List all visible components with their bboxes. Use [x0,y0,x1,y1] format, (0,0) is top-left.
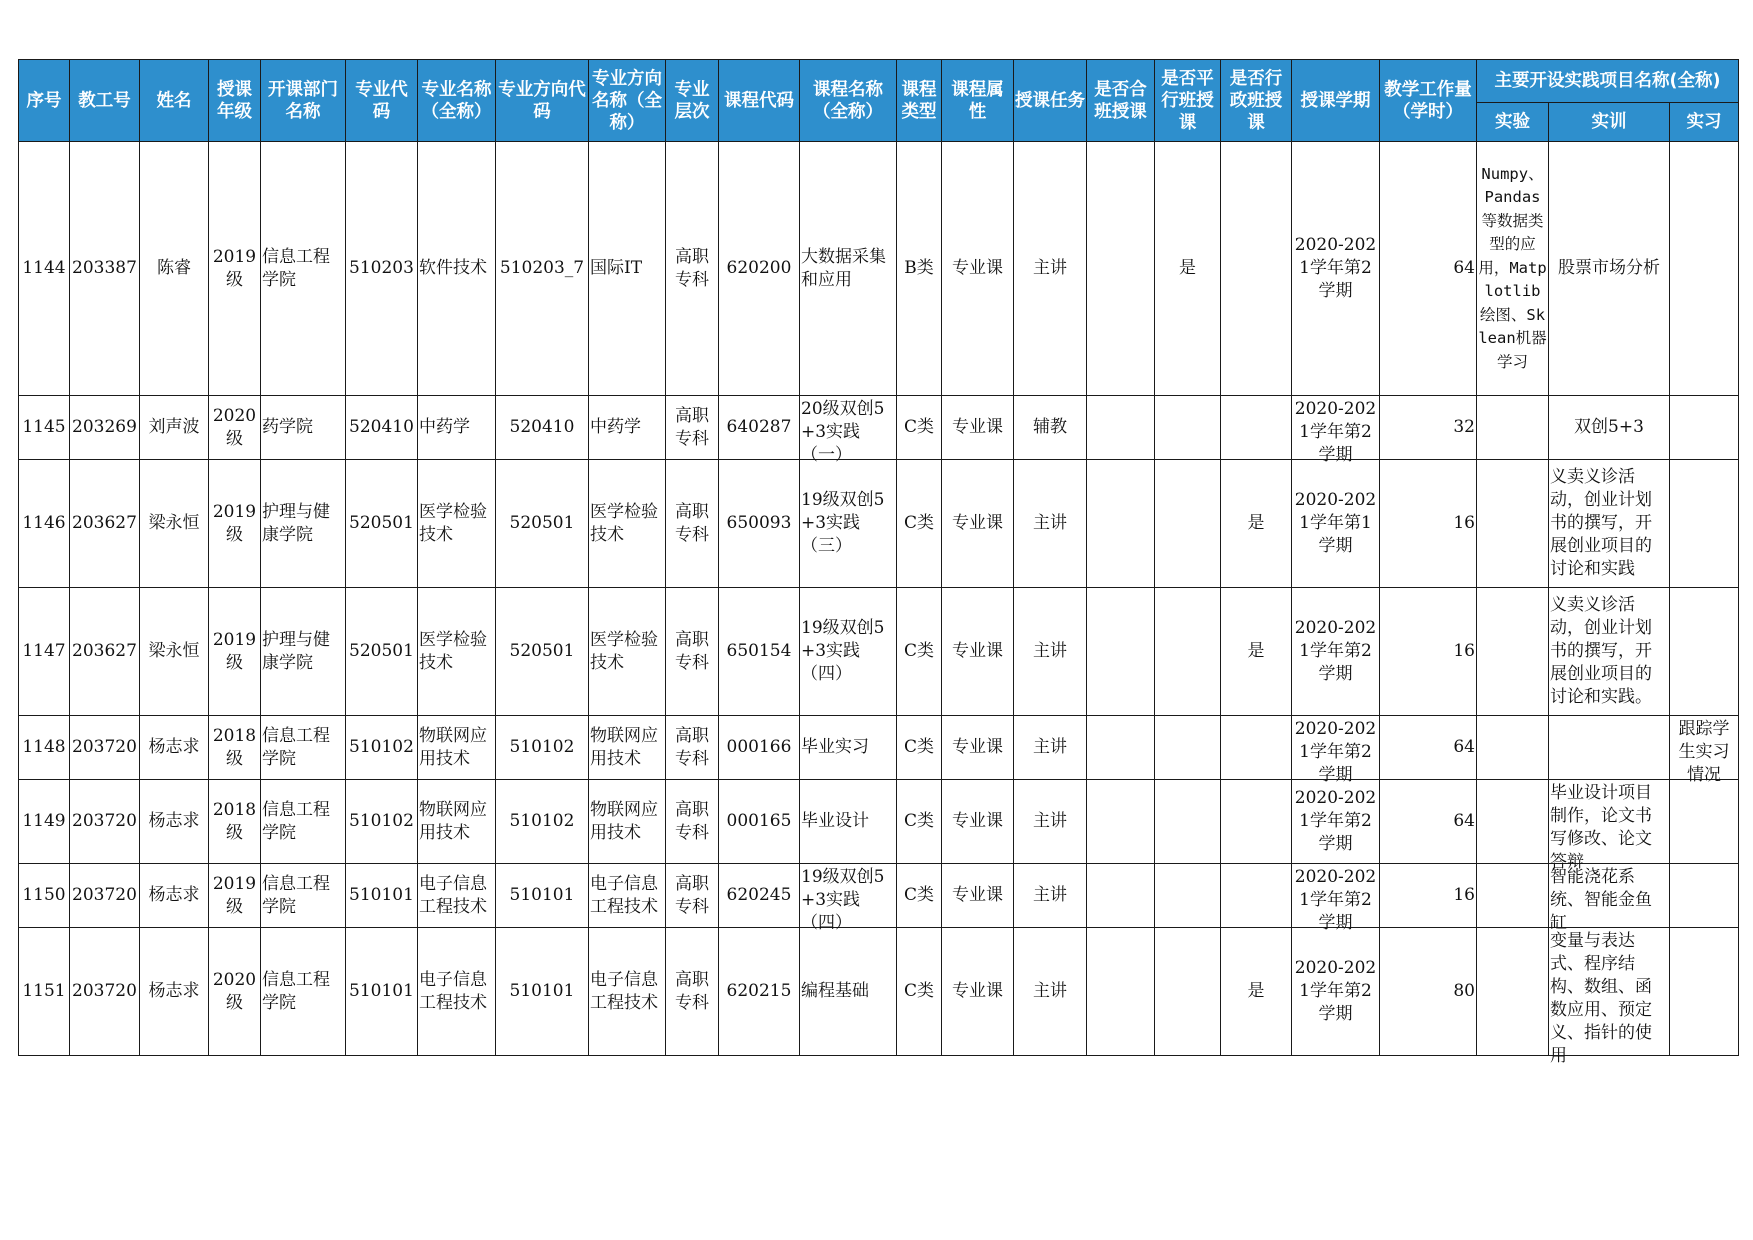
cell-task: 主讲 [1014,142,1087,396]
cell-direction-name: 物联网应用技术 [589,780,666,864]
cell-teacher-id: 203720 [70,864,140,928]
table-row [19,864,1739,928]
cell-seq: 1150 [19,864,70,928]
cell-major-name: 电子信息工程技术 [418,864,496,928]
cell-direction-name: 电子信息工程技术 [589,864,666,928]
cell-term: 2020-2021学年第2学期 [1292,864,1380,928]
cell-task: 主讲 [1014,864,1087,928]
cell-level: 高职专科 [666,928,719,1056]
cell-teacher-name: 梁永恒 [140,460,209,588]
header-task: 授课任务 [1014,60,1087,142]
cell-workload: 64 [1380,142,1477,396]
course-table [18,59,1739,1066]
table-row [19,460,1739,588]
cell-course-attr: 专业课 [942,142,1014,396]
header-training: 实训 [1549,103,1670,142]
header-direction-code: 专业方向代码 [496,60,589,142]
cell-course-type: C类 [897,396,942,460]
cell-parallel-class [1155,780,1221,864]
cell-course-name: 19级双创5+3实践（四） [800,864,897,928]
cell-term: 2020-2021学年第2学期 [1292,780,1380,864]
header-grade: 授课年级 [209,60,261,142]
cell-experiment [1477,460,1549,588]
header-course-type: 课程类型 [897,60,942,142]
cell-term: 2020-2021学年第2学期 [1292,928,1380,1056]
cell-seq: 1147 [19,588,70,716]
header-course-attr: 课程属性 [942,60,1014,142]
cell-workload: 64 [1380,780,1477,864]
cell-course-name: 大数据采集和应用 [800,142,897,396]
cell-major-code: 520410 [346,396,418,460]
cell-experiment [1477,864,1549,928]
cell-term: 2020-2021学年第2学期 [1292,142,1380,396]
cell-term: 2020-2021学年第1学期 [1292,460,1380,588]
cell-course-code: 640287 [719,396,800,460]
cell-parallel-class [1155,396,1221,460]
table-row [19,780,1739,864]
cell-experiment: Numpy、Pandas等数据类型的应用，Matplotlib绘图、Sklean机器学习 [1477,142,1549,396]
cell-level: 高职专科 [666,460,719,588]
cell-teacher-id: 203720 [70,928,140,1056]
cell-dept: 信息工程学院 [261,864,346,928]
cell-course-attr: 专业课 [942,588,1014,716]
cell-major-code: 520501 [346,460,418,588]
header-term: 授课学期 [1292,60,1380,142]
cell-major-name: 软件技术 [418,142,496,396]
cell-workload: 64 [1380,716,1477,780]
cell-direction-name: 医学检验技术 [589,588,666,716]
cell-training: 变量与表达式、程序结构、数组、函数应用、预定义、指针的使用 [1549,928,1670,1056]
cell-internship [1670,780,1739,864]
cell-grade: 2018级 [209,780,261,864]
cell-seq: 1151 [19,928,70,1056]
cell-course-name: 19级双创5+3实践（四） [800,588,897,716]
cell-major-name: 物联网应用技术 [418,780,496,864]
cell-course-type: C类 [897,588,942,716]
cell-combined-class [1087,716,1155,780]
cell-workload: 80 [1380,928,1477,1056]
cell-course-type: C类 [897,864,942,928]
cell-course-type: C类 [897,460,942,588]
cell-direction-code: 520410 [496,396,589,460]
cell-level: 高职专科 [666,588,719,716]
cell-internship [1670,460,1739,588]
cell-course-type: C类 [897,928,942,1056]
header-internship: 实习 [1670,103,1739,142]
cell-course-code: 650154 [719,588,800,716]
cell-dept: 药学院 [261,396,346,460]
cell-major-code: 510203 [346,142,418,396]
cell-internship [1670,142,1739,396]
cell-parallel-class [1155,928,1221,1056]
cell-course-code: 620200 [719,142,800,396]
cell-teacher-id: 203269 [70,396,140,460]
cell-course-name: 毕业设计 [800,780,897,864]
header-course-name: 课程名称（全称） [800,60,897,142]
cell-admin-class: 是 [1221,928,1292,1056]
table-row [19,588,1739,716]
cell-teacher-name: 梁永恒 [140,588,209,716]
header-workload: 教学工作量（学时） [1380,60,1477,142]
cell-direction-code: 510102 [496,716,589,780]
cell-workload: 32 [1380,396,1477,460]
cell-major-code: 510102 [346,780,418,864]
cell-training [1549,716,1670,780]
cell-direction-code: 510203_7 [496,142,589,396]
cell-course-attr: 专业课 [942,864,1014,928]
header-admin-class: 是否行政班授课 [1221,60,1292,142]
cell-course-attr: 专业课 [942,928,1014,1056]
cell-task: 主讲 [1014,460,1087,588]
cell-course-name: 19级双创5+3实践（三） [800,460,897,588]
cell-dept: 信息工程学院 [261,716,346,780]
cell-admin-class [1221,716,1292,780]
cell-dept: 信息工程学院 [261,928,346,1056]
cell-course-code: 620215 [719,928,800,1056]
cell-parallel-class: 是 [1155,142,1221,396]
cell-major-code: 510102 [346,716,418,780]
cell-course-code: 650093 [719,460,800,588]
cell-course-code: 620245 [719,864,800,928]
header-combined-class: 是否合班授课 [1087,60,1155,142]
cell-direction-name: 医学检验技术 [589,460,666,588]
cell-task: 主讲 [1014,928,1087,1056]
cell-grade: 2019级 [209,864,261,928]
cell-direction-code: 510101 [496,928,589,1056]
header-major-name: 专业名称（全称） [418,60,496,142]
table-row [19,396,1739,460]
cell-teacher-id: 203387 [70,142,140,396]
cell-internship [1670,864,1739,928]
cell-internship: 跟踪学生实习情况 [1670,716,1739,780]
cell-dept: 护理与健康学院 [261,588,346,716]
header-teacher-id: 教工号 [70,60,140,142]
cell-admin-class [1221,864,1292,928]
cell-training: 股票市场分析 [1549,142,1670,396]
cell-direction-name: 中药学 [589,396,666,460]
cell-training: 义卖义诊活动，创业计划书的撰写，开展创业项目的讨论和实践。 [1549,588,1670,716]
cell-direction-name: 电子信息工程技术 [589,928,666,1056]
cell-grade: 2018级 [209,716,261,780]
cell-grade: 2020级 [209,396,261,460]
cell-term: 2020-2021学年第2学期 [1292,716,1380,780]
cell-combined-class [1087,588,1155,716]
header-direction-name: 专业方向名称（全称） [589,60,666,142]
header-practice-group: 主要开设实践项目名称(全称) [1477,60,1739,103]
table-row [19,928,1739,1056]
cell-seq: 1149 [19,780,70,864]
cell-level: 高职专科 [666,780,719,864]
cell-major-name: 物联网应用技术 [418,716,496,780]
cell-term: 2020-2021学年第2学期 [1292,588,1380,716]
cell-internship [1670,928,1739,1056]
cell-grade: 2019级 [209,588,261,716]
cell-direction-name: 国际IT [589,142,666,396]
cell-major-name: 中药学 [418,396,496,460]
cell-training: 智能浇花系统、智能金鱼缸 [1549,864,1670,928]
cell-grade: 2019级 [209,142,261,396]
cell-dept: 信息工程学院 [261,142,346,396]
cell-experiment [1477,588,1549,716]
header-course-code: 课程代码 [719,60,800,142]
cell-teacher-name: 杨志求 [140,716,209,780]
cell-course-code: 000165 [719,780,800,864]
cell-course-attr: 专业课 [942,460,1014,588]
cell-combined-class [1087,460,1155,588]
cell-workload: 16 [1380,588,1477,716]
header-experiment: 实验 [1477,103,1549,142]
cell-combined-class [1087,928,1155,1056]
cell-level: 高职专科 [666,716,719,780]
cell-training: 义卖义诊活动，创业计划书的撰写，开展创业项目的讨论和实践 [1549,460,1670,588]
cell-major-name: 电子信息工程技术 [418,928,496,1056]
cell-workload: 16 [1380,864,1477,928]
cell-workload: 16 [1380,460,1477,588]
cell-parallel-class [1155,588,1221,716]
cell-combined-class [1087,780,1155,864]
cell-course-type: C类 [897,716,942,780]
cell-course-attr: 专业课 [942,716,1014,780]
cell-major-code: 510101 [346,864,418,928]
cell-internship [1670,588,1739,716]
cell-admin-class: 是 [1221,588,1292,716]
cell-major-code: 510101 [346,928,418,1056]
cell-seq: 1145 [19,396,70,460]
header-seq: 序号 [19,60,70,142]
cell-grade: 2019级 [209,460,261,588]
cell-teacher-id: 203627 [70,588,140,716]
cell-task: 主讲 [1014,588,1087,716]
cell-teacher-id: 203627 [70,460,140,588]
cell-experiment [1477,716,1549,780]
cell-task: 主讲 [1014,780,1087,864]
cell-level: 高职专科 [666,142,719,396]
cell-course-attr: 专业课 [942,780,1014,864]
header-level: 专业层次 [666,60,719,142]
cell-direction-code: 520501 [496,460,589,588]
cell-experiment [1477,396,1549,460]
cell-direction-name: 物联网应用技术 [589,716,666,780]
cell-training: 双创5+3 [1549,396,1670,460]
cell-seq: 1144 [19,142,70,396]
cell-course-type: C类 [897,780,942,864]
table-row [19,142,1739,396]
cell-task: 辅教 [1014,396,1087,460]
cell-combined-class [1087,864,1155,928]
cell-parallel-class [1155,460,1221,588]
cell-seq: 1146 [19,460,70,588]
cell-admin-class [1221,142,1292,396]
cell-task: 主讲 [1014,716,1087,780]
cell-dept: 信息工程学院 [261,780,346,864]
cell-teacher-name: 杨志求 [140,928,209,1056]
cell-dept: 护理与健康学院 [261,460,346,588]
cell-direction-code: 520501 [496,588,589,716]
cell-major-name: 医学检验技术 [418,588,496,716]
cell-admin-class [1221,780,1292,864]
cell-teacher-name: 刘声波 [140,396,209,460]
cell-admin-class [1221,396,1292,460]
header-name: 姓名 [140,60,209,142]
cell-combined-class [1087,396,1155,460]
cell-course-type: B类 [897,142,942,396]
cell-training: 毕业设计项目制作，论文书写修改、论文答辩 [1549,780,1670,864]
cell-teacher-name: 杨志求 [140,864,209,928]
cell-experiment [1477,928,1549,1056]
cell-term: 2020-2021学年第2学期 [1292,396,1380,460]
cell-teacher-id: 203720 [70,716,140,780]
cell-experiment [1477,780,1549,864]
table-row [19,716,1739,780]
cell-grade: 2020级 [209,928,261,1056]
cell-teacher-id: 203720 [70,780,140,864]
cell-course-name: 毕业实习 [800,716,897,780]
cell-direction-code: 510102 [496,780,589,864]
cell-level: 高职专科 [666,864,719,928]
cell-parallel-class [1155,864,1221,928]
cell-course-attr: 专业课 [942,396,1014,460]
cell-combined-class [1087,142,1155,396]
cell-parallel-class [1155,716,1221,780]
cell-teacher-name: 杨志求 [140,780,209,864]
cell-admin-class: 是 [1221,460,1292,588]
cell-seq: 1148 [19,716,70,780]
header-parallel-class: 是否平行班授课 [1155,60,1221,142]
cell-teacher-name: 陈睿 [140,142,209,396]
cell-major-code: 520501 [346,588,418,716]
cell-course-name: 编程基础 [800,928,897,1056]
cell-level: 高职专科 [666,396,719,460]
cell-direction-code: 510101 [496,864,589,928]
cell-internship [1670,396,1739,460]
cell-course-name: 20级双创5+3实践（一） [800,396,897,460]
cell-major-name: 医学检验技术 [418,460,496,588]
header-dept: 开课部门名称 [261,60,346,142]
cell-course-code: 000166 [719,716,800,780]
header-major-code: 专业代码 [346,60,418,142]
